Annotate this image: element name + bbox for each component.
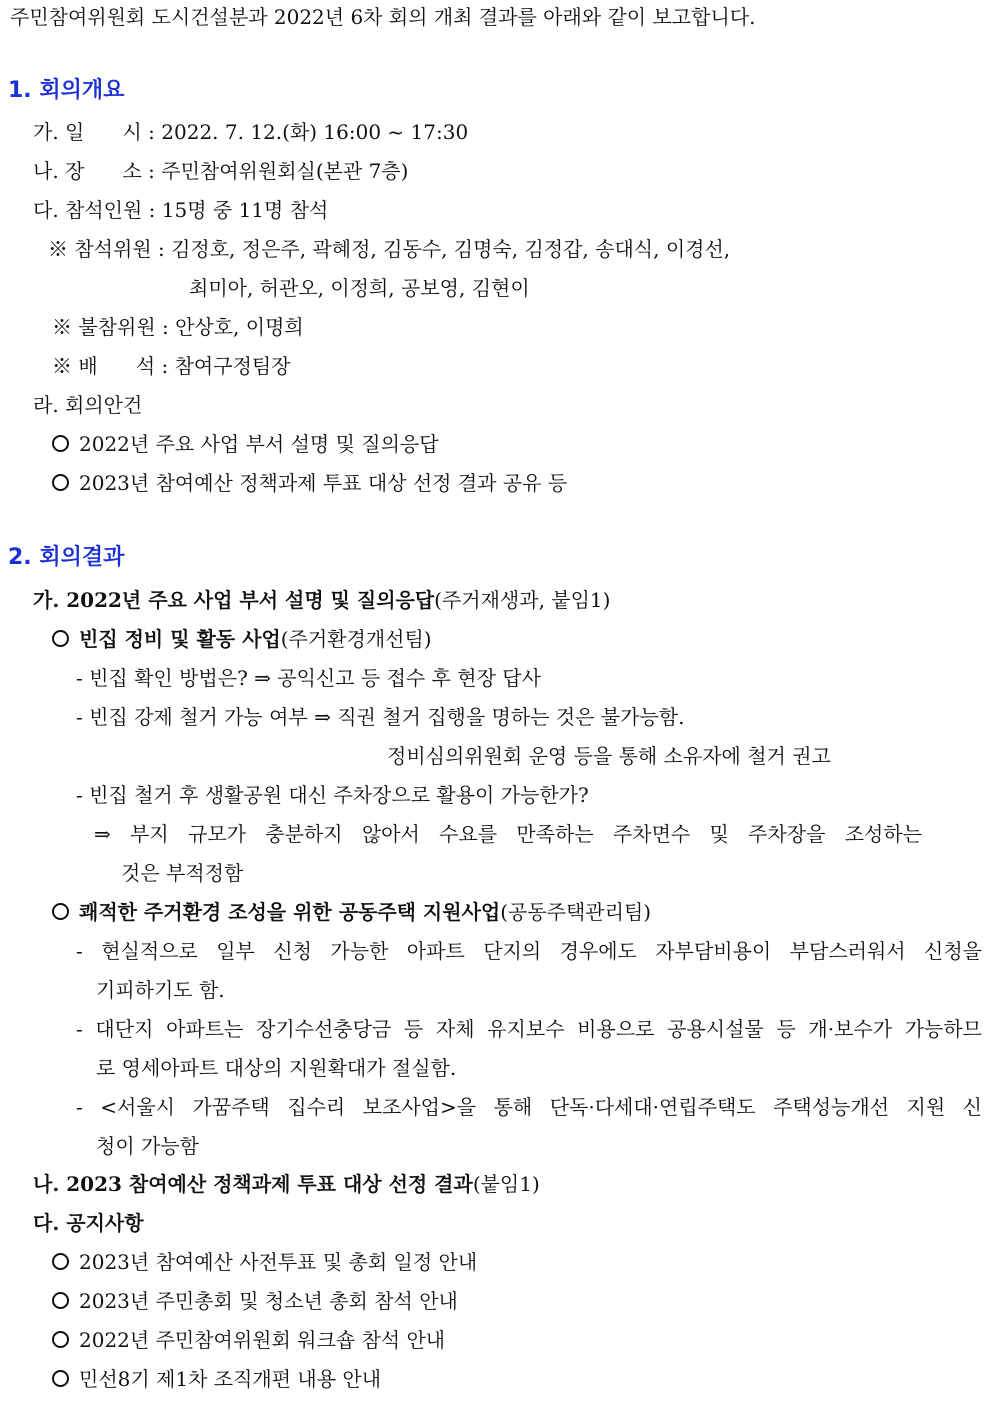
circle-bullet-icon <box>52 1370 69 1387</box>
circle-bullet-icon <box>52 903 69 920</box>
result-a1-title: 빈집 정비 및 활동 사업 <box>79 627 281 651</box>
result-a-title: 가. 2022년 주요 사업 부서 설명 및 질의응답 <box>33 588 435 612</box>
date-value: : 2022. 7. 12.(화) 16:00 ~ 17:30 <box>141 120 469 144</box>
circle-bullet-icon <box>52 474 69 491</box>
circle-bullet-icon <box>52 1331 69 1348</box>
result-a2-heading <box>52 900 651 924</box>
agenda-item-text: 2023년 참여예산 정책과제 투표 대상 선정 결과 공유 등 <box>79 471 568 495</box>
result-a2-line3: - 대단지 아파트는 장기수선충당금 등 자체 유지보수 비용으로 공용시설물 등 개·보수가 가능하므 <box>76 1017 982 1041</box>
members-label: ※ 참석위원 <box>48 237 152 261</box>
result-a1-team: (주거환경개선팀) <box>280 627 432 651</box>
result-a1-line1: - 빈집 확인 방법은? ⇒ 공익신고 등 접수 후 현장 답사 <box>76 666 541 690</box>
result-a2-line6: 청이 가능함 <box>96 1134 199 1158</box>
notice-item-text: 2022년 주민참여위원회 워크숍 참석 안내 <box>79 1328 446 1352</box>
result-a2-line4: 로 영세아파트 대상의 지원확대가 절실함. <box>96 1056 457 1080</box>
agenda-label: 라. 회의안건 <box>33 393 143 417</box>
result-a2-team: (공동주택관리팀) <box>500 900 652 924</box>
members-list-1: : 김정호, 정은주, 곽혜정, 김동수, 김명숙, 김정갑, 송대식, 이경선, <box>151 237 731 261</box>
result-a2-line2: 기피하기도 함. <box>96 978 225 1002</box>
meeting-date <box>33 120 468 144</box>
result-a1-line5: ⇒ 부지 규모가 충분하지 않아서 수요를 만족하는 주차면수 및 주차장을 조성하는 <box>94 822 922 846</box>
present-members <box>52 354 291 378</box>
circle-bullet-icon <box>52 1292 69 1309</box>
result-b-note: (붙임1) <box>472 1172 540 1196</box>
circle-bullet-icon <box>52 435 69 452</box>
place-label: 나. 장 소 <box>33 159 142 183</box>
meeting-place <box>33 159 409 183</box>
result-a-heading <box>33 588 610 612</box>
date-label: 가. 일 시 <box>33 120 142 144</box>
result-a2-line5: - <서울시 가꿈주택 집수리 보조사업>을 통해 단독·다세대·연립주택도 주택성능개선 지원 신 <box>76 1095 982 1119</box>
result-a-note: (주거재생과, 붙임1) <box>434 588 611 612</box>
result-a1-line6: 것은 부적정함 <box>121 861 244 885</box>
notice-item-text: 민선8기 제1차 조직개편 내용 안내 <box>79 1367 382 1391</box>
result-a1-line3: 정비심의위원회 운영 등을 통해 소유자에 철거 권고 <box>387 744 831 768</box>
members-line2: 최미아, 허관오, 이정희, 공보영, 김현이 <box>189 276 530 300</box>
result-a1-line4: - 빈집 철거 후 생활공원 대신 주차장으로 활용이 가능한가? <box>76 783 589 807</box>
circle-bullet-icon <box>52 630 69 647</box>
notice-item <box>52 1289 458 1313</box>
section1-title: 1. 회의개요 <box>8 78 125 103</box>
result-a1-heading <box>52 627 432 651</box>
result-a1-line2: - 빈집 강제 철거 가능 여부 ⇒ 직권 철거 집행을 명하는 것은 불가능함. <box>76 705 685 729</box>
intro-text: 주민참여위원회 도시건설분과 2022년 6차 회의 개최 결과를 아래와 같이 보고합니다. <box>10 5 756 29</box>
notice-item-text: 2023년 참여예산 사전투표 및 총회 일정 안내 <box>79 1250 478 1274</box>
result-b-title: 나. 2023 참여예산 정책과제 투표 대상 선정 결과 <box>33 1172 473 1196</box>
place-value: : 주민참여위원회실(본관 7층) <box>141 159 409 183</box>
result-a2-title: 쾌적한 주거환경 조성을 위한 공동주택 지원사업 <box>79 900 501 924</box>
attendance-label: 다. 참석인원 <box>33 198 143 222</box>
present-value: : 참여구정팀장 <box>155 354 291 378</box>
meeting-attendance <box>33 198 328 222</box>
result-c-heading: 다. 공지사항 <box>33 1211 144 1235</box>
absent-value: : 안상호, 이명희 <box>155 315 304 339</box>
circle-bullet-icon <box>52 1253 69 1270</box>
agenda-item <box>52 432 439 456</box>
members-line1 <box>48 237 730 261</box>
result-b-heading <box>33 1172 540 1196</box>
notice-item <box>52 1250 477 1274</box>
present-label: ※ 배 석 <box>52 354 156 378</box>
notice-item-text: 2023년 주민총회 및 청소년 총회 참석 안내 <box>79 1289 458 1313</box>
absent-label: ※ 불참위원 <box>52 315 156 339</box>
absent-members <box>52 315 304 339</box>
result-a2-line1: - 현실적으로 일부 신청 가능한 아파트 단지의 경우에도 자부담비용이 부담스러워서 신청을 <box>76 939 982 963</box>
agenda-item-text: 2022년 주요 사업 부서 설명 및 질의응답 <box>79 432 439 456</box>
attendance-value: : 15명 중 11명 참석 <box>142 198 329 222</box>
notice-item <box>52 1328 445 1352</box>
notice-item <box>52 1367 381 1391</box>
section2-title: 2. 회의결과 <box>8 545 125 570</box>
agenda-item <box>52 471 567 495</box>
